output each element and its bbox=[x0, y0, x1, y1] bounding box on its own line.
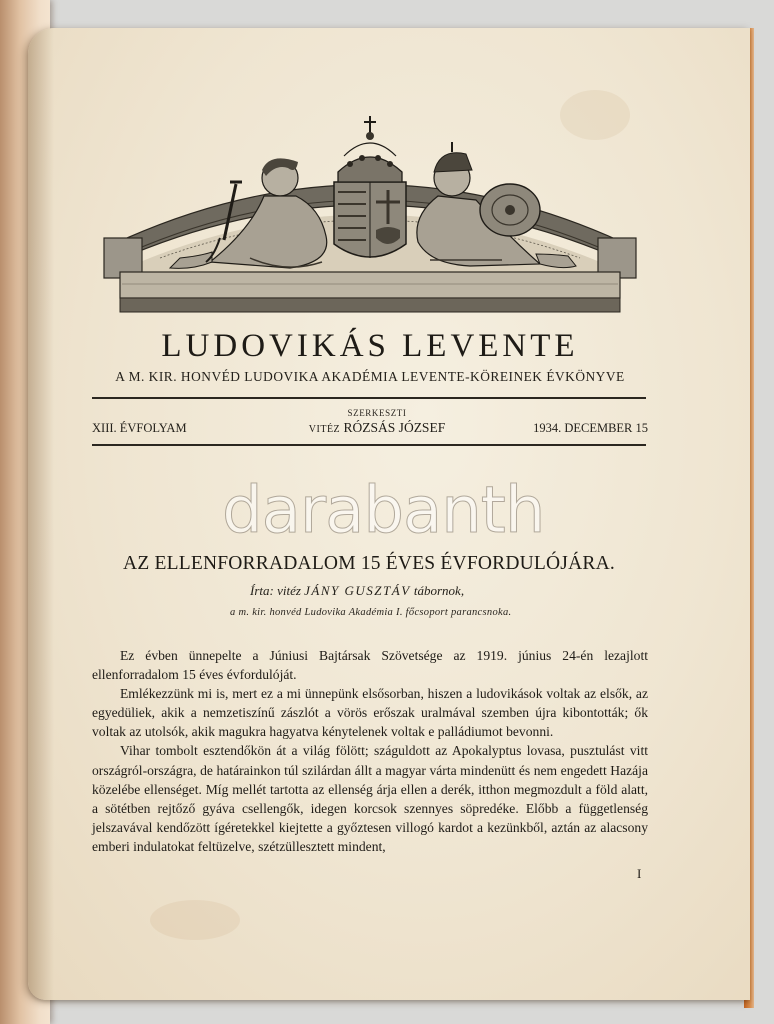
watermark: darabanth bbox=[222, 474, 545, 548]
byline-author: JÁNY GUSZTÁV bbox=[304, 583, 411, 598]
author-position: a m. kir. honvéd Ludovika Akadémia I. főcsoport parancsnoka. bbox=[230, 607, 512, 618]
editor-prefix: VITÉZ bbox=[308, 424, 341, 435]
byline-suffix: tábornok, bbox=[413, 583, 465, 598]
crest-pediment-illustration bbox=[100, 112, 640, 318]
editor-credit bbox=[292, 420, 462, 436]
paper-stain bbox=[150, 900, 240, 940]
publication-subtitle: A M. KIR. HONVÉD LUDOVIKA AKADÉMIA LEVENTE-KÖREINEK ÉVKÖNYVE bbox=[115, 369, 625, 384]
byline-prefix: Írta: vitéz bbox=[250, 583, 301, 598]
editor-label: SZERKESZTI bbox=[347, 408, 407, 418]
volume-label: XIII. ÉVFOLYAM bbox=[92, 421, 187, 435]
issue-date: 1934. DECEMBER 15 bbox=[533, 421, 648, 435]
article-body bbox=[92, 646, 648, 856]
paragraph: Ez évben ünnepelte a Júniusi Bajtársak Szövetsége az 1919. június 24-én lezajlott ellenforradalom 15 éves évfordulóját. bbox=[92, 648, 648, 683]
header-rule-bottom bbox=[92, 444, 646, 446]
page-number: I bbox=[637, 866, 642, 881]
article-title: AZ ELLENFORRADALOM 15 ÉVES ÉVFORDULÓJÁRA. bbox=[123, 553, 615, 574]
header-rule-top bbox=[92, 397, 646, 399]
page-gutter-shadow bbox=[28, 28, 54, 1000]
paragraph: Vihar tombolt esztendőkön át a világ fölött; száguldott az Apokalyptus lovasa, pusztulást vitt országról-országra, de határainkon túl szilárdan állt a magyar várta mindenütt és nem engedett Hazája közelébe ellenséget. Míg mellét tartotta az ellenség árja ellen a derék, itthon megmozdult a föld alatt, a sötétben rejtőző gyáva csellengők, idegen korcsok szennyes söpredéke. Előbb a függetlenség jelszavával kendőzött ígéretekkel kiejtette a győztesen villogó kardot a kezünkből, aztán az alacsony emberi indulatokat feltüzelve, szétzüllesztett mindent, bbox=[92, 743, 648, 854]
article-byline bbox=[250, 583, 464, 599]
editor-name: RÓZSÁS JÓZSEF bbox=[343, 420, 446, 435]
publication-title: LUDOVIKÁS LEVENTE bbox=[161, 328, 579, 364]
paragraph: Emlékezzünk mi is, mert ez a mi ünnepünk elsősorban, hiszen a ludovikások voltak az elsők, az egyedüliek, akik a nemzetiszínű zászlót a vörös erőszak uralmával szemben újra kibontották; ők voltak az utolsók, akik magukra hagyatva kénytelenek voltak e palládiumot bevonni. bbox=[92, 686, 648, 740]
